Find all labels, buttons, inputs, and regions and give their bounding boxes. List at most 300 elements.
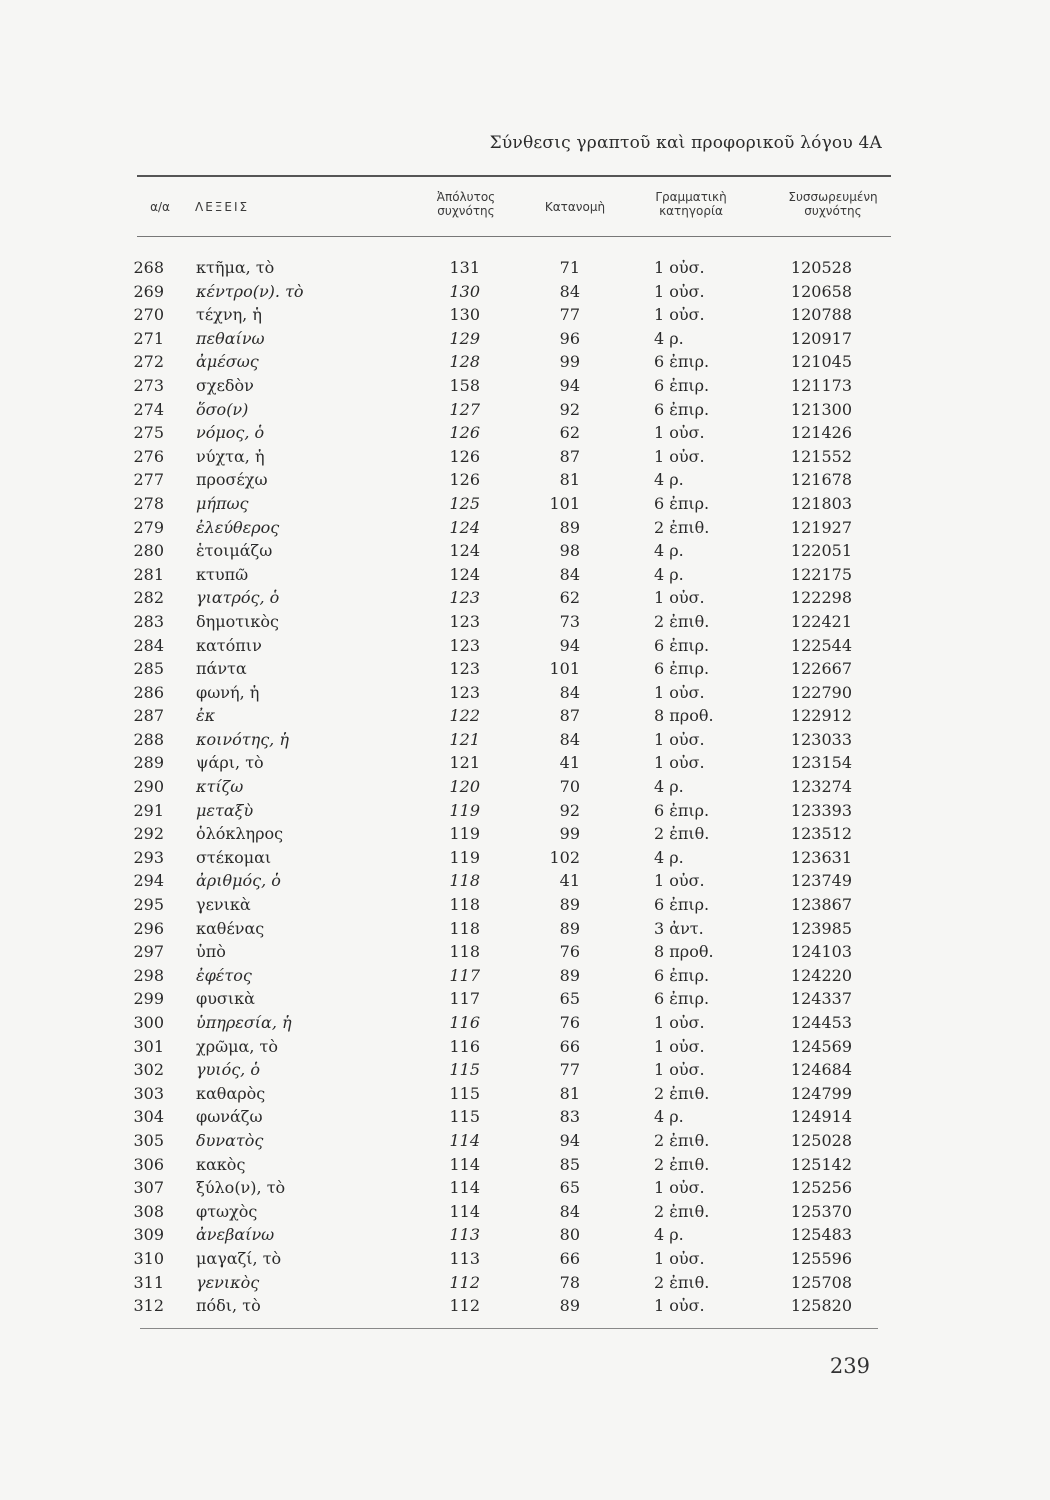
row-number: 273 <box>133 375 164 395</box>
cumulative-frequency-cell: 124569 <box>790 1036 852 1056</box>
row-number: 311 <box>133 1272 164 1292</box>
row-number: 276 <box>133 446 164 466</box>
grammatical-category-cell: 6 ἐπιρ. <box>654 895 710 915</box>
grammatical-category-cell: 6 ἐπιρ. <box>654 635 710 655</box>
distribution-cell: 62 <box>559 423 580 443</box>
cumulative-frequency-cell: 123154 <box>790 753 852 773</box>
cumulative-frequency-cell: 122051 <box>790 541 852 561</box>
row-number: 283 <box>133 611 164 631</box>
absolute-frequency-cell: 130 <box>449 281 480 301</box>
absolute-frequency-cell: 131 <box>449 258 480 277</box>
row-number: 292 <box>133 824 164 844</box>
table-row <box>0 1058 1050 1082</box>
cumulative-frequency-cell: 125483 <box>790 1225 852 1245</box>
absolute-frequency-cell: 123 <box>449 635 480 655</box>
absolute-frequency-cell: 117 <box>449 965 480 985</box>
distribution-cell: 78 <box>559 1272 580 1292</box>
distribution-cell: 87 <box>559 446 580 466</box>
cumulative-frequency-cell: 122298 <box>790 588 852 608</box>
bottom-rule <box>140 1328 878 1329</box>
distribution-cell: 62 <box>559 588 580 608</box>
cumulative-frequency-cell: 123033 <box>790 729 852 749</box>
grammatical-category-cell: 6 ἐπιρ. <box>654 352 710 372</box>
grammatical-category-cell: 1 οὐσ. <box>654 305 705 325</box>
table-row <box>0 987 1050 1011</box>
absolute-frequency-cell: 129 <box>449 328 480 348</box>
grammatical-category-cell: 4 ρ. <box>654 470 684 490</box>
row-number: 286 <box>133 682 164 702</box>
table-row <box>0 1247 1050 1271</box>
grammatical-category-cell: 2 ἐπιθ. <box>654 1083 710 1103</box>
word-cell: κοινότης, ἡ <box>196 729 289 749</box>
absolute-frequency-cell: 114 <box>449 1154 480 1174</box>
word-cell: κέντρο(ν). τὸ <box>196 281 304 301</box>
absolute-frequency-cell: 126 <box>449 423 480 443</box>
word-cell: κακὸς <box>196 1154 246 1174</box>
distribution-cell: 41 <box>559 753 580 773</box>
row-number: 297 <box>133 942 164 962</box>
row-number: 298 <box>133 965 164 985</box>
absolute-frequency-cell: 130 <box>449 305 480 325</box>
cumulative-frequency-cell: 123512 <box>790 824 852 844</box>
word-cell: γενικὸς <box>196 1272 260 1292</box>
header-rule <box>137 236 891 237</box>
absolute-frequency-cell: 125 <box>449 493 480 513</box>
row-number: 270 <box>133 305 164 325</box>
distribution-cell: 66 <box>559 1036 580 1056</box>
row-number: 278 <box>133 493 164 513</box>
grammatical-category-cell: 4 ρ. <box>654 564 684 584</box>
grammatical-category-cell: 4 ρ. <box>654 541 684 561</box>
grammatical-category-cell: 1 οὐσ. <box>654 1036 705 1056</box>
table-row <box>0 303 1050 327</box>
row-number: 280 <box>133 541 164 561</box>
table-row <box>0 1129 1050 1153</box>
table-row <box>0 1011 1050 1035</box>
cumulative-frequency-cell: 124453 <box>790 1013 852 1032</box>
distribution-cell: 101 <box>549 493 580 513</box>
absolute-frequency-cell: 113 <box>449 1248 480 1268</box>
word-cell: πάντα <box>196 659 247 679</box>
table-row <box>0 1223 1050 1247</box>
cumulative-frequency-cell: 125820 <box>790 1296 852 1316</box>
cumulative-frequency-cell: 124337 <box>790 989 852 1009</box>
word-cell: μαγαζί, τὸ <box>196 1248 282 1268</box>
word-cell: ἐκ <box>196 706 216 726</box>
word-cell: ὑπὸ <box>196 942 226 962</box>
row-number: 296 <box>133 918 164 938</box>
cumulative-frequency-cell: 125370 <box>790 1201 852 1221</box>
word-cell: ἐφέτος <box>196 965 252 985</box>
distribution-cell: 77 <box>559 305 580 325</box>
grammatical-category-cell: 1 οὐσ. <box>654 1178 705 1198</box>
absolute-frequency-cell: 118 <box>449 895 480 915</box>
row-number: 285 <box>133 659 164 679</box>
grammatical-category-cell: 2 ἐπιθ. <box>654 1201 710 1221</box>
table-row <box>0 492 1050 516</box>
word-cell: φτωχὸς <box>196 1201 258 1221</box>
cumulative-frequency-cell: 120917 <box>790 328 852 348</box>
absolute-frequency-cell: 119 <box>449 847 480 867</box>
distribution-cell: 71 <box>559 258 580 277</box>
row-number: 289 <box>133 753 164 773</box>
cumulative-frequency-cell: 125596 <box>790 1248 852 1268</box>
grammatical-category-cell: 1 οὐσ. <box>654 1060 705 1080</box>
column-header-words: ΛΕΞΕΙΣ <box>195 200 250 214</box>
word-cell: γυιός, ὁ <box>196 1060 260 1080</box>
distribution-cell: 89 <box>559 965 580 985</box>
table-row <box>0 1294 1050 1318</box>
grammatical-category-cell: 8 προθ. <box>654 942 714 962</box>
absolute-frequency-cell: 124 <box>449 564 480 584</box>
distribution-cell: 81 <box>559 470 580 490</box>
row-number: 291 <box>133 800 164 820</box>
column-header-grammatical-category: Γραμματικὴ κατηγορία <box>655 190 727 218</box>
word-cell: ὁλόκληρος <box>196 824 284 844</box>
table-row <box>0 940 1050 964</box>
distribution-cell: 89 <box>559 895 580 915</box>
word-cell: γενικὰ <box>196 895 251 915</box>
grammatical-category-cell: 8 προθ. <box>654 706 714 726</box>
distribution-cell: 84 <box>559 682 580 702</box>
row-number: 290 <box>133 777 164 797</box>
cumulative-frequency-cell: 122175 <box>790 564 852 584</box>
word-cell: πόδι, τὸ <box>196 1296 261 1316</box>
row-number: 308 <box>133 1201 164 1221</box>
cumulative-frequency-cell: 121300 <box>790 399 852 419</box>
grammatical-category-cell: 6 ἐπιρ. <box>654 989 710 1009</box>
running-title: Σύνθεσις γραπτοῦ καὶ προφορικοῦ λόγου 4Α <box>489 133 882 153</box>
absolute-frequency-cell: 121 <box>449 729 480 749</box>
grammatical-category-cell: 4 ρ. <box>654 847 684 867</box>
table-row <box>0 917 1050 941</box>
grammatical-category-cell: 1 οὐσ. <box>654 729 705 749</box>
table-row <box>0 610 1050 634</box>
row-number: 284 <box>133 635 164 655</box>
word-cell: σχεδὸν <box>196 375 254 395</box>
distribution-cell: 102 <box>549 847 580 867</box>
grammatical-category-cell: 3 ἀντ. <box>654 918 704 938</box>
distribution-cell: 84 <box>559 281 580 301</box>
grammatical-category-cell: 1 οὐσ. <box>654 1296 705 1316</box>
grammatical-category-cell: 2 ἐπιθ. <box>654 1272 710 1292</box>
grammatical-category-cell: 1 οὐσ. <box>654 1248 705 1268</box>
row-number: 306 <box>133 1154 164 1174</box>
table-row <box>0 634 1050 658</box>
grammatical-category-cell: 4 ρ. <box>654 777 684 797</box>
table-row <box>0 751 1050 775</box>
table-row <box>0 799 1050 823</box>
word-cell: ψάρι, τὸ <box>196 753 264 773</box>
word-cell: καθαρὸς <box>196 1083 266 1103</box>
distribution-cell: 65 <box>559 989 580 1009</box>
table-row <box>0 704 1050 728</box>
word-cell: φυσικὰ <box>196 989 255 1009</box>
word-cell: κτίζω <box>196 777 244 797</box>
cumulative-frequency-cell: 124103 <box>790 942 852 962</box>
cumulative-frequency-cell: 125256 <box>790 1178 852 1198</box>
table-row <box>0 398 1050 422</box>
absolute-frequency-cell: 123 <box>449 682 480 702</box>
distribution-cell: 87 <box>559 706 580 726</box>
row-number: 301 <box>133 1036 164 1056</box>
absolute-frequency-cell: 123 <box>449 659 480 679</box>
word-cell: ἀριθμός, ὁ <box>196 871 281 891</box>
table-row <box>0 1176 1050 1200</box>
absolute-frequency-cell: 121 <box>449 753 480 773</box>
word-cell: νόμος, ὁ <box>196 423 265 443</box>
distribution-cell: 76 <box>559 1013 580 1032</box>
grammatical-category-cell: 1 οὐσ. <box>654 258 705 277</box>
row-number: 272 <box>133 352 164 372</box>
table-row <box>0 893 1050 917</box>
table-row <box>0 1035 1050 1059</box>
grammatical-category-cell: 1 οὐσ. <box>654 423 705 443</box>
table-row <box>0 964 1050 988</box>
table-row <box>0 681 1050 705</box>
word-cell: δημοτικὸς <box>196 611 279 631</box>
row-number: 269 <box>133 281 164 301</box>
table-row <box>0 1200 1050 1224</box>
grammatical-category-cell: 1 οὐσ. <box>654 1013 705 1032</box>
table-row <box>0 468 1050 492</box>
grammatical-category-cell: 1 οὐσ. <box>654 588 705 608</box>
cumulative-frequency-cell: 122667 <box>790 659 852 679</box>
word-cell: καθένας <box>196 918 265 938</box>
grammatical-category-cell: 2 ἐπιθ. <box>654 824 710 844</box>
absolute-frequency-cell: 127 <box>449 399 480 419</box>
table-row <box>0 775 1050 799</box>
distribution-cell: 99 <box>559 824 580 844</box>
word-cell: ἑτοιμάζω <box>196 541 273 561</box>
cumulative-frequency-cell: 123867 <box>790 895 852 915</box>
word-cell: ἐλεύθερος <box>196 517 280 537</box>
grammatical-category-cell: 1 οὐσ. <box>654 753 705 773</box>
grammatical-category-cell: 2 ἐπιθ. <box>654 1154 710 1174</box>
word-cell: νύχτα, ἡ <box>196 446 265 466</box>
table-row <box>0 657 1050 681</box>
distribution-cell: 77 <box>559 1060 580 1080</box>
cumulative-frequency-cell: 124914 <box>790 1107 852 1127</box>
column-header-distribution: Κατανομὴ <box>544 200 606 214</box>
absolute-frequency-cell: 128 <box>449 352 480 372</box>
absolute-frequency-cell: 124 <box>449 541 480 561</box>
word-cell: κτυπῶ <box>196 564 249 584</box>
word-cell: ἀμέσως <box>196 352 259 372</box>
row-number: 271 <box>133 328 164 348</box>
word-cell: ἀνεβαίνω <box>196 1225 275 1245</box>
cumulative-frequency-cell: 120658 <box>790 281 852 301</box>
distribution-cell: 94 <box>559 375 580 395</box>
grammatical-category-cell: 4 ρ. <box>654 328 684 348</box>
row-number: 282 <box>133 588 164 608</box>
word-cell: ὑπηρεσία, ἡ <box>196 1013 292 1032</box>
page-number: 239 <box>829 1354 870 1378</box>
row-number: 303 <box>133 1083 164 1103</box>
distribution-cell: 76 <box>559 942 580 962</box>
cumulative-frequency-cell: 125028 <box>790 1130 852 1150</box>
grammatical-category-cell: 6 ἐπιρ. <box>654 375 710 395</box>
row-number: 309 <box>133 1225 164 1245</box>
distribution-cell: 92 <box>559 800 580 820</box>
word-cell: κτῆμα, τὸ <box>196 258 275 277</box>
column-header-aa: α/α <box>150 200 170 214</box>
cumulative-frequency-cell: 121678 <box>790 470 852 490</box>
cumulative-frequency-cell: 121426 <box>790 423 852 443</box>
row-number: 274 <box>133 399 164 419</box>
distribution-cell: 94 <box>559 635 580 655</box>
table-row <box>0 1271 1050 1295</box>
distribution-cell: 89 <box>559 918 580 938</box>
table-row <box>0 1082 1050 1106</box>
cumulative-frequency-cell: 120528 <box>790 258 852 277</box>
word-cell: πεθαίνω <box>196 328 265 348</box>
distribution-cell: 94 <box>559 1130 580 1150</box>
cumulative-frequency-cell: 121552 <box>790 446 852 466</box>
cumulative-frequency-cell: 123393 <box>790 800 852 820</box>
word-cell: στέκομαι <box>196 847 272 867</box>
absolute-frequency-cell: 120 <box>449 777 480 797</box>
table-row <box>0 586 1050 610</box>
absolute-frequency-cell: 126 <box>449 470 480 490</box>
grammatical-category-cell: 1 οὐσ. <box>654 446 705 466</box>
grammatical-category-cell: 4 ρ. <box>654 1107 684 1127</box>
absolute-frequency-cell: 117 <box>449 989 480 1009</box>
table-row <box>0 280 1050 304</box>
distribution-cell: 89 <box>559 517 580 537</box>
absolute-frequency-cell: 112 <box>449 1272 480 1292</box>
table-row <box>0 869 1050 893</box>
cumulative-frequency-cell: 122421 <box>790 611 852 631</box>
absolute-frequency-cell: 114 <box>449 1130 480 1150</box>
cumulative-frequency-cell: 124220 <box>790 965 852 985</box>
column-header-absolute-frequency: Ἀπόλυτος συχνότης <box>436 190 496 218</box>
table-row <box>0 539 1050 563</box>
column-header-cumulative-frequency: Συσσωρευμένη συχνότης <box>788 190 878 218</box>
frequency-table <box>0 256 1050 1318</box>
distribution-cell: 96 <box>559 328 580 348</box>
cumulative-frequency-cell: 124684 <box>790 1060 852 1080</box>
cumulative-frequency-cell: 123985 <box>790 918 852 938</box>
distribution-cell: 83 <box>559 1107 580 1127</box>
row-number: 288 <box>133 729 164 749</box>
absolute-frequency-cell: 115 <box>449 1107 480 1127</box>
distribution-cell: 80 <box>559 1225 580 1245</box>
row-number: 310 <box>133 1248 164 1268</box>
absolute-frequency-cell: 123 <box>449 611 480 631</box>
cumulative-frequency-cell: 123631 <box>790 847 852 867</box>
table-row <box>0 421 1050 445</box>
grammatical-category-cell: 6 ἐπιρ. <box>654 399 710 419</box>
grammatical-category-cell: 1 οὐσ. <box>654 871 705 891</box>
distribution-cell: 84 <box>559 1201 580 1221</box>
cumulative-frequency-cell: 122544 <box>790 635 852 655</box>
distribution-cell: 70 <box>559 777 580 797</box>
row-number: 304 <box>133 1107 164 1127</box>
table-row <box>0 374 1050 398</box>
grammatical-category-cell: 4 ρ. <box>654 1225 684 1245</box>
distribution-cell: 98 <box>559 541 580 561</box>
table-row <box>0 822 1050 846</box>
cumulative-frequency-cell: 122790 <box>790 682 852 702</box>
cumulative-frequency-cell: 121927 <box>790 517 852 537</box>
absolute-frequency-cell: 113 <box>449 1225 480 1245</box>
table-row <box>0 1153 1050 1177</box>
absolute-frequency-cell: 118 <box>449 871 480 891</box>
absolute-frequency-cell: 115 <box>449 1083 480 1103</box>
cumulative-frequency-cell: 121045 <box>790 352 852 372</box>
row-number: 281 <box>133 564 164 584</box>
row-number: 295 <box>133 895 164 915</box>
word-cell: φωνή, ἡ <box>196 682 260 702</box>
word-cell: χρῶμα, τὸ <box>196 1036 279 1056</box>
distribution-cell: 73 <box>559 611 580 631</box>
row-number: 268 <box>133 258 164 277</box>
word-cell: δυνατὸς <box>196 1130 264 1150</box>
absolute-frequency-cell: 112 <box>449 1296 480 1316</box>
distribution-cell: 101 <box>549 659 580 679</box>
table-row <box>0 256 1050 280</box>
word-cell: ξύλο(ν), τὸ <box>196 1178 286 1198</box>
absolute-frequency-cell: 119 <box>449 800 480 820</box>
word-cell: κατόπιν <box>196 635 262 655</box>
absolute-frequency-cell: 116 <box>449 1036 480 1056</box>
cumulative-frequency-cell: 125708 <box>790 1272 852 1292</box>
absolute-frequency-cell: 115 <box>449 1060 480 1080</box>
grammatical-category-cell: 6 ἐπιρ. <box>654 493 710 513</box>
cumulative-frequency-cell: 123274 <box>790 777 852 797</box>
row-number: 302 <box>133 1060 164 1080</box>
absolute-frequency-cell: 118 <box>449 942 480 962</box>
cumulative-frequency-cell: 121803 <box>790 493 852 513</box>
grammatical-category-cell: 2 ἐπιθ. <box>654 1130 710 1150</box>
table-row <box>0 728 1050 752</box>
cumulative-frequency-cell: 122912 <box>790 706 852 726</box>
word-cell: τέχνη, ἡ <box>196 305 262 325</box>
distribution-cell: 65 <box>559 1178 580 1198</box>
row-number: 279 <box>133 517 164 537</box>
row-number: 312 <box>133 1296 164 1316</box>
absolute-frequency-cell: 123 <box>449 588 480 608</box>
row-number: 300 <box>133 1013 164 1032</box>
grammatical-category-cell: 6 ἐπιρ. <box>654 800 710 820</box>
word-cell: γιατρός, ὁ <box>196 588 280 608</box>
table-row <box>0 1105 1050 1129</box>
distribution-cell: 84 <box>559 729 580 749</box>
cumulative-frequency-cell: 125142 <box>790 1154 852 1174</box>
distribution-cell: 81 <box>559 1083 580 1103</box>
row-number: 293 <box>133 847 164 867</box>
table-row <box>0 350 1050 374</box>
table-row <box>0 516 1050 540</box>
absolute-frequency-cell: 126 <box>449 446 480 466</box>
grammatical-category-cell: 6 ἐπιρ. <box>654 659 710 679</box>
row-number: 299 <box>133 989 164 1009</box>
word-cell: προσέχω <box>196 470 268 490</box>
distribution-cell: 85 <box>559 1154 580 1174</box>
absolute-frequency-cell: 114 <box>449 1178 480 1198</box>
distribution-cell: 99 <box>559 352 580 372</box>
table-row <box>0 563 1050 587</box>
absolute-frequency-cell: 124 <box>449 517 480 537</box>
absolute-frequency-cell: 116 <box>449 1013 480 1032</box>
grammatical-category-cell: 1 οὐσ. <box>654 682 705 702</box>
absolute-frequency-cell: 122 <box>449 706 480 726</box>
grammatical-category-cell: 2 ἐπιθ. <box>654 611 710 631</box>
distribution-cell: 89 <box>559 1296 580 1316</box>
cumulative-frequency-cell: 121173 <box>790 375 852 395</box>
table-row <box>0 445 1050 469</box>
